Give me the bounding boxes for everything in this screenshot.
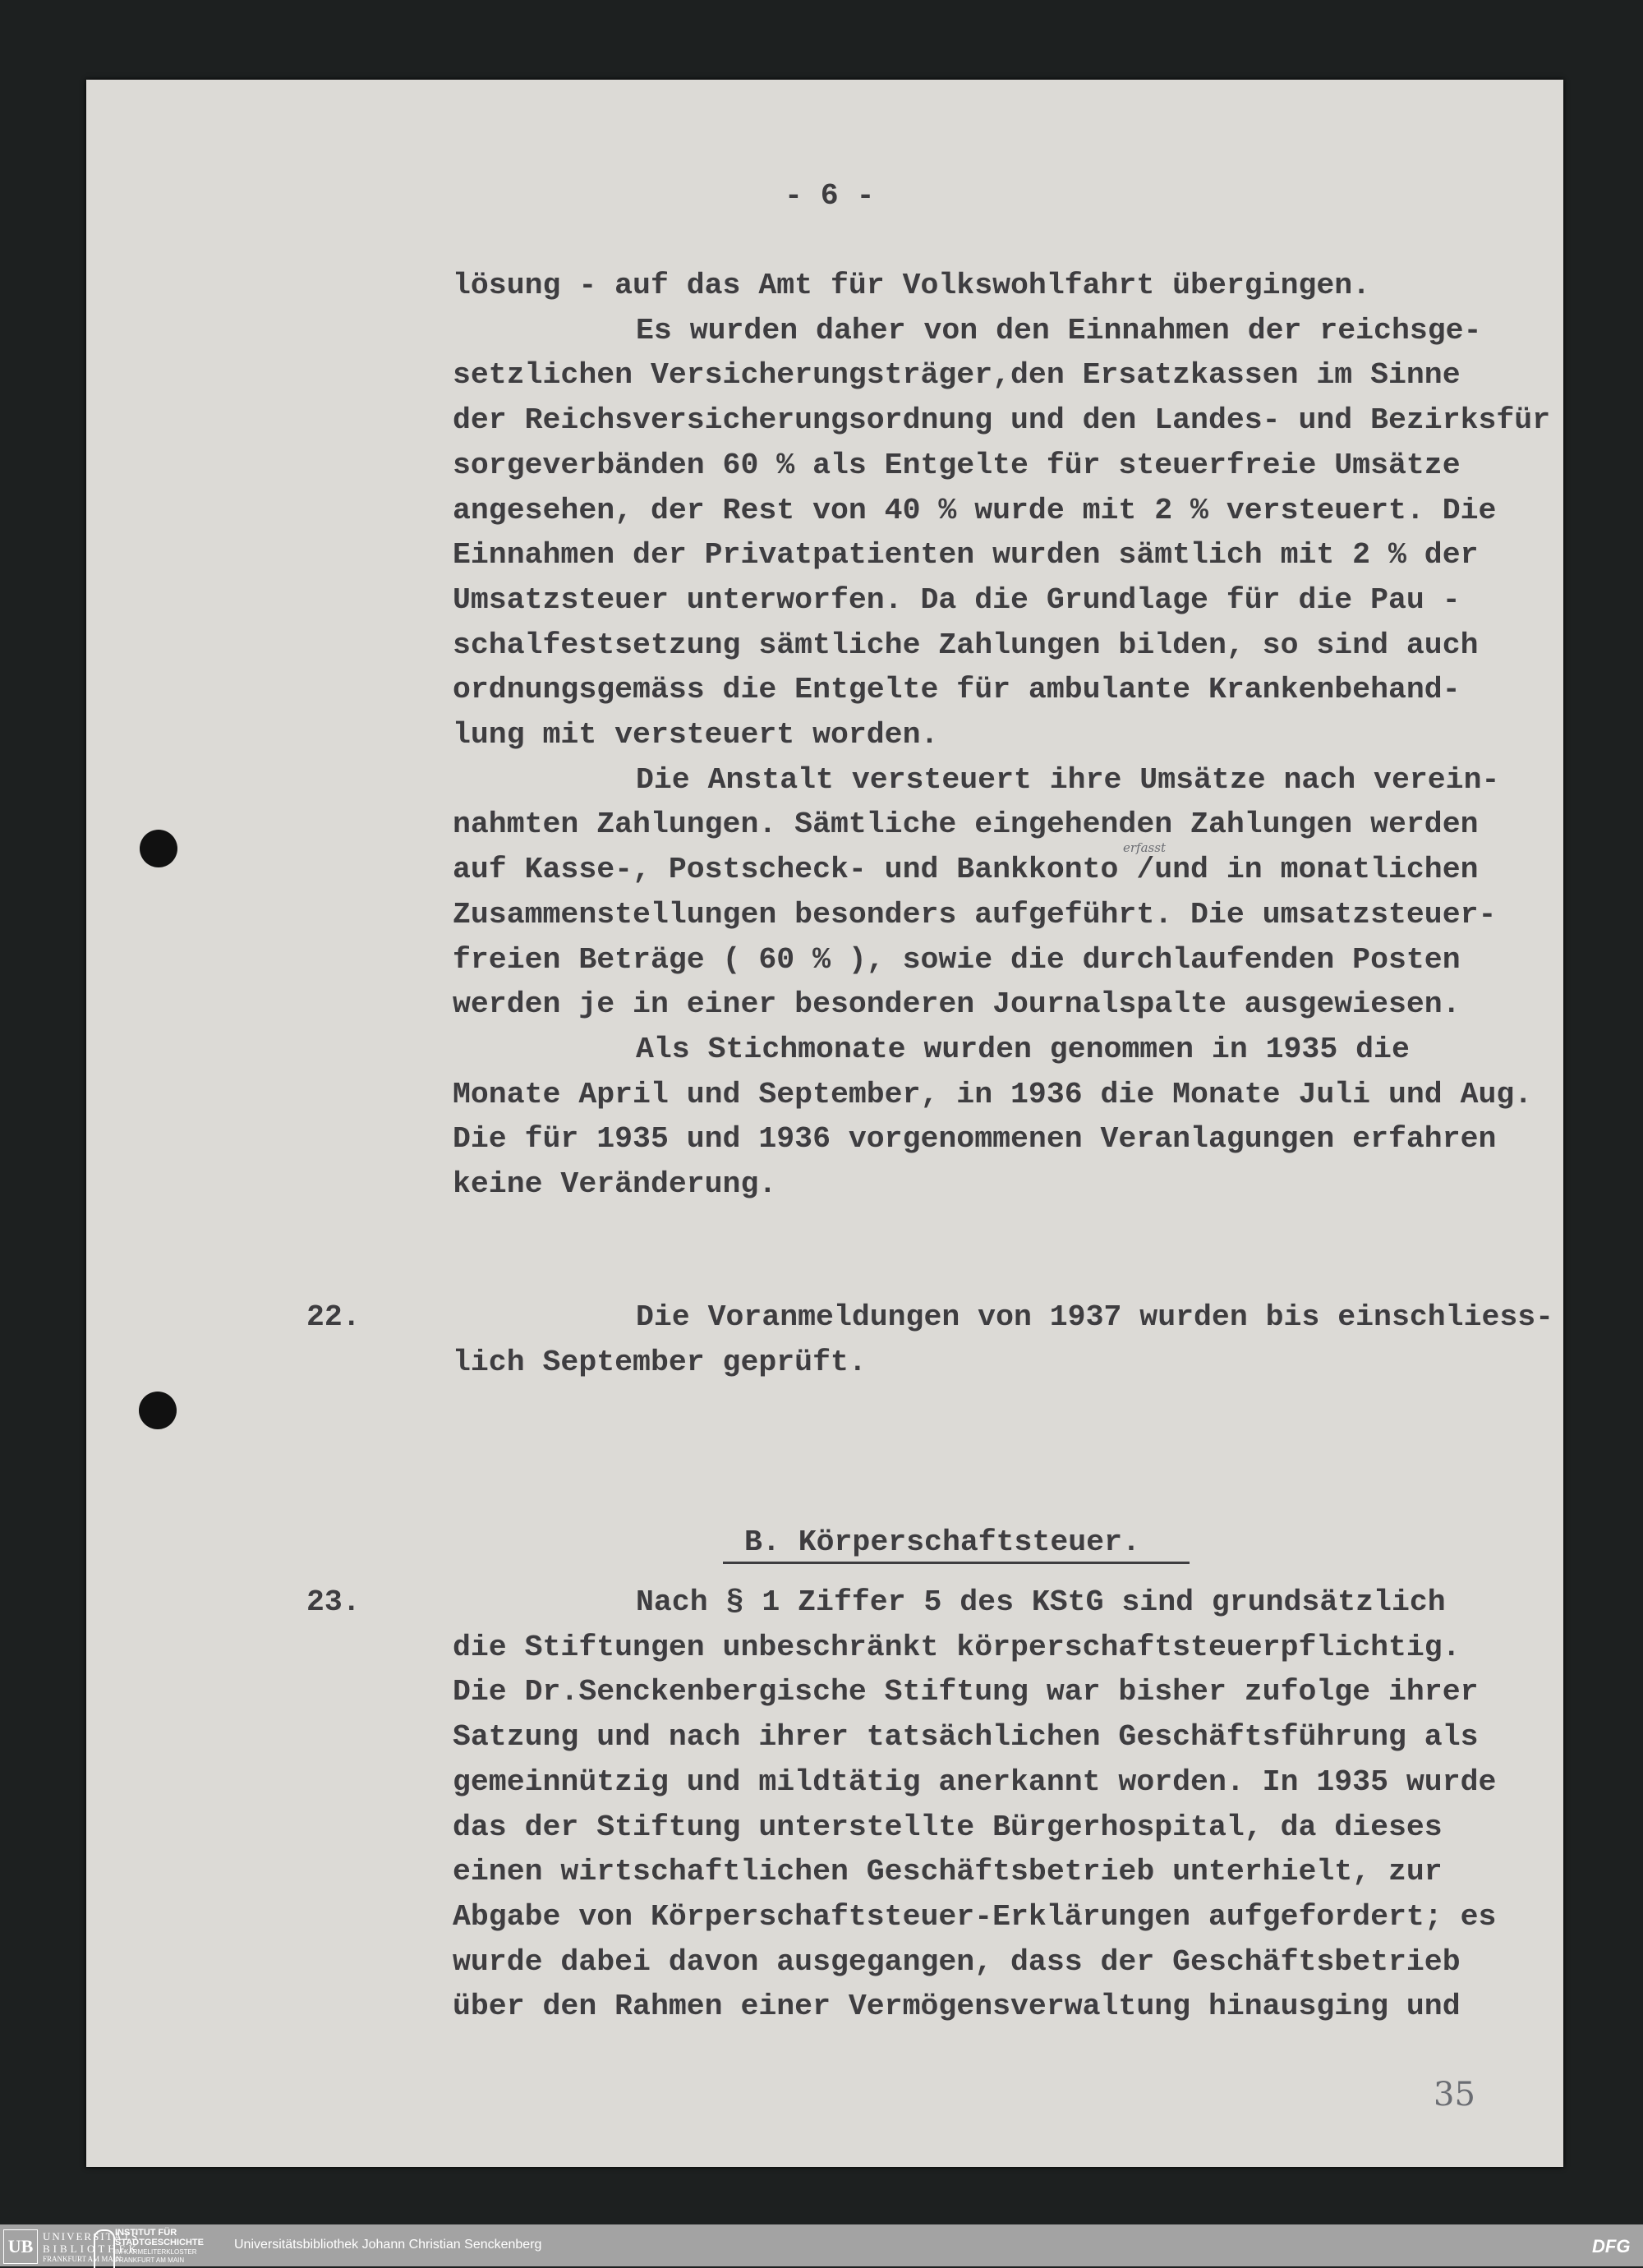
text-line: auf Kasse-, Postscheck- und Bankkonto /und in monatlichen [453, 853, 1479, 887]
text-line: keine Veränderung. [453, 1167, 777, 1201]
ub-line1: UNIVERSITÄTS [43, 2230, 140, 2243]
ub-logo: UB [3, 2229, 38, 2264]
text-line: Einnahmen der Privatpatienten wurden sämtlich mit 2 % der [453, 538, 1479, 573]
handwritten-insert: erfasst [1123, 840, 1166, 855]
section-number-22: 22. [306, 1300, 361, 1334]
section-number-23: 23. [306, 1585, 361, 1619]
text-line: der Reichsversicherungsordnung und den Landes- und Bezirksfür [453, 403, 1551, 438]
text-line: Als Stichmonate wurden genommen in 1935 die [636, 1032, 1410, 1066]
text-line: lösung - auf das Amt für Volkswohlfahrt übergingen. [453, 269, 1371, 302]
text-line: Es wurden daher von den Einnahmen der reichsge- [636, 313, 1482, 347]
section-heading: B. Körperschaftsteuer. [744, 1525, 1140, 1559]
punch-hole [139, 1392, 177, 1429]
text-line: Die Dr.Senckenbergische Stiftung war bisher zufolge ihrer [453, 1675, 1479, 1709]
text-line: die Stiftungen unbeschränkt körperschaftsteuerpflichtig. [453, 1630, 1461, 1664]
text-line: gemeinnützig und mildtätig anerkannt worden. In 1935 wurde [453, 1764, 1497, 1799]
text-line: Nach § 1 Ziffer 5 des KStG sind grundsätzlich [636, 1585, 1446, 1619]
text-line: einen wirtschaftlichen Geschäftsbetrieb unterhielt, zur [453, 1855, 1443, 1889]
text-line: setzlichen Versicherungsträger,den Ersatzkassen im Sinne [453, 358, 1461, 393]
isg-line3: IM KARMELITERKLOSTER [115, 2248, 197, 2256]
text-line: Die für 1935 und 1936 vorgenommenen Veranlagungen erfahren [453, 1122, 1497, 1157]
isg-line1: INSTITUT FÜR [115, 2228, 177, 2238]
text-line: lich September geprüft. [453, 1345, 867, 1379]
folio-number: 35 [1434, 2076, 1475, 2114]
text-line: Die Anstalt versteuert ihre Umsätze nach verein- [636, 762, 1500, 797]
ub-line2: BIBLIOTHEK [43, 2243, 140, 2255]
dfg-logo: DFG [1592, 2236, 1631, 2256]
ub-line3: FRANKFURT AM MAIN [43, 2255, 122, 2263]
library-name: Universitätsbibliothek Johann Christian Senckenberg [234, 2238, 542, 2252]
isg-line4: FRANKFURT AM MAIN [115, 2256, 185, 2264]
text-line: das der Stiftung unterstellte Bürgerhospital, da dieses [453, 1810, 1443, 1844]
text-line: nahmten Zahlungen. Sämtliche eingehenden Zahlungen werden [453, 807, 1479, 842]
page-number: - 6 - [785, 179, 875, 213]
isg-line2: STADTGESCHICHTE [115, 2238, 204, 2247]
text-line: freien Beträge ( 60 % ), sowie die durchlaufenden Posten [453, 942, 1461, 977]
text-line: lung mit versteuert worden. [453, 718, 939, 752]
text-line: Die Voranmeldungen von 1937 wurden bis einschliess- [636, 1300, 1554, 1334]
footer-bar [0, 2224, 1643, 2266]
isg-logo [94, 2229, 115, 2268]
text-line: Zusammenstellungen besonders aufgeführt. Die umsatzsteuer- [453, 897, 1497, 932]
text-line: Satzung und nach ihrer tatsächlichen Geschäftsführung als [453, 1720, 1479, 1755]
text-line: wurde dabei davon ausgegangen, dass der Geschäftsbetrieb [453, 1944, 1461, 1979]
text-line: schalfestsetzung sämtliche Zahlungen bilden, so sind auch [453, 628, 1479, 662]
text-line: Abgabe von Körperschaftsteuer-Erklärungen aufgefordert; es [453, 1899, 1497, 1934]
text-line: Monate April und September, in 1936 die Monate Juli und Aug. [453, 1077, 1533, 1111]
text-line: werden je in einer besonderen Journalspalte ausgewiesen. [453, 987, 1461, 1022]
text-line: über den Rahmen einer Vermögensverwaltung hinausging und [453, 1990, 1461, 2024]
text-line: Umsatzsteuer unterworfen. Da die Grundlage für die Pau - [453, 582, 1461, 617]
punch-hole [140, 830, 177, 867]
heading-underline [723, 1562, 1190, 1564]
text-line: angesehen, der Rest von 40 % wurde mit 2 % versteuert. Die [453, 493, 1497, 527]
text-line: ordnungsgemäss die Entgelte für ambulante Krankenbehand- [453, 673, 1461, 707]
text-line: sorgeverbänden 60 % als Entgelte für steuerfreie Umsätze [453, 448, 1461, 482]
document-page [86, 80, 1563, 2167]
